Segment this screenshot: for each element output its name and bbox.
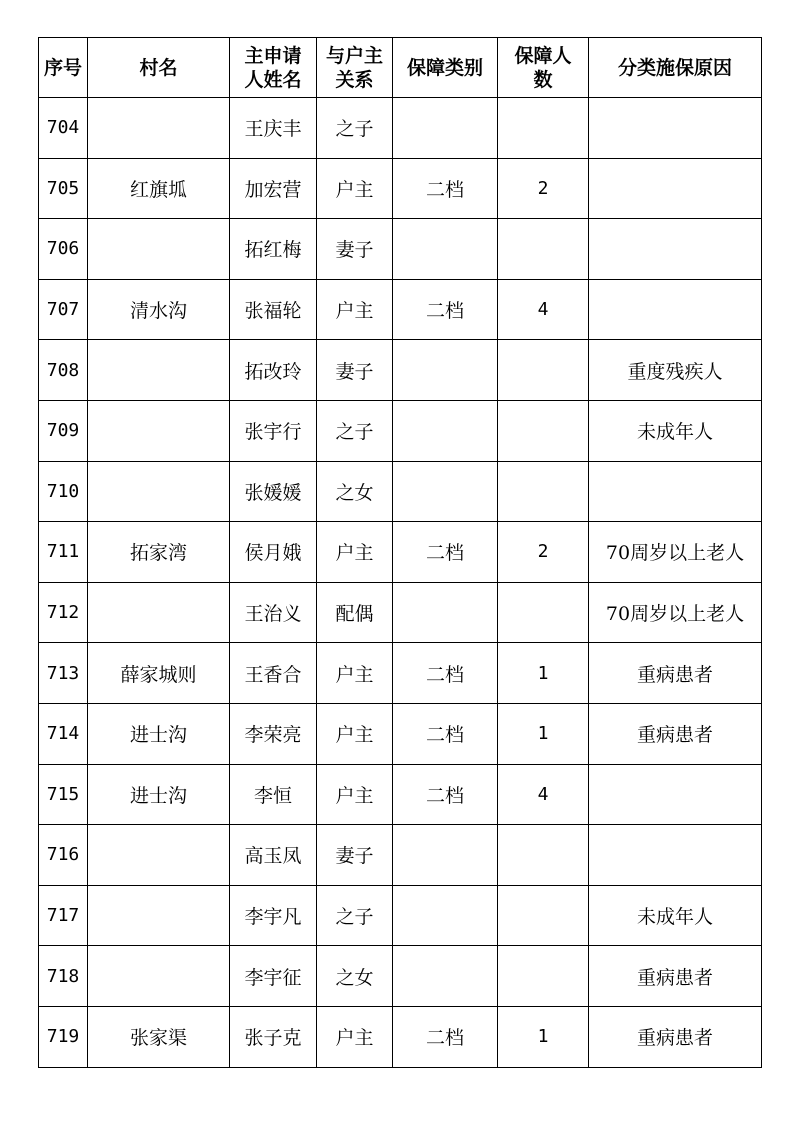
assistance-reason-cell: 重度残疾人 (589, 340, 762, 401)
header-village: 村名 (88, 38, 230, 98)
assistance-reason-cell: 70周岁以上老人 (589, 582, 762, 643)
applicant-name-cell: 王香合 (230, 643, 317, 704)
table-row (39, 825, 762, 886)
relation-to-head-cell: 之女 (317, 946, 393, 1007)
row-index-cell: 709 (39, 400, 88, 461)
assistance-category-cell (393, 400, 498, 461)
row-index-cell: 718 (39, 946, 88, 1007)
row-index-cell: 707 (39, 279, 88, 340)
table-row (39, 946, 762, 1007)
village-name-cell: 张家渠 (88, 1006, 230, 1067)
assistance-category-cell (393, 885, 498, 946)
covered-count-cell: 4 (498, 764, 589, 825)
village-name-cell: 进士沟 (88, 764, 230, 825)
village-name-cell: 进士沟 (88, 703, 230, 764)
header-index: 序号 (39, 38, 88, 98)
covered-count-cell (498, 219, 589, 280)
row-index-cell: 710 (39, 461, 88, 522)
assistance-reason-cell (589, 158, 762, 219)
village-name-cell (88, 340, 230, 401)
village-name-cell: 薛家城则 (88, 643, 230, 704)
header-count-label: 保障人数 (514, 44, 572, 91)
table-body (39, 98, 762, 1068)
relation-to-head-cell: 妻子 (317, 340, 393, 401)
assistance-category-cell: 二档 (393, 1006, 498, 1067)
relation-to-head-cell: 户主 (317, 643, 393, 704)
assistance-reason-cell (589, 98, 762, 159)
assistance-category-cell (393, 825, 498, 886)
assistance-category-cell: 二档 (393, 158, 498, 219)
table-row (39, 279, 762, 340)
assistance-reason-cell: 未成年人 (589, 885, 762, 946)
table-row (39, 461, 762, 522)
applicant-name-cell: 李恒 (230, 764, 317, 825)
covered-count-cell (498, 461, 589, 522)
row-index-cell: 706 (39, 219, 88, 280)
table-row (39, 643, 762, 704)
covered-count-cell (498, 582, 589, 643)
covered-count-cell (498, 885, 589, 946)
assistance-reason-cell (589, 825, 762, 886)
covered-count-cell: 2 (498, 158, 589, 219)
table-row (39, 522, 762, 583)
assistance-reason-cell: 70周岁以上老人 (589, 522, 762, 583)
relation-to-head-cell: 户主 (317, 1006, 393, 1067)
header-applicant (230, 38, 317, 98)
table-row (39, 764, 762, 825)
assistance-reason-cell: 重病患者 (589, 643, 762, 704)
table-row (39, 400, 762, 461)
header-row (39, 38, 762, 98)
assistance-category-cell (393, 946, 498, 1007)
assistance-category-cell (393, 340, 498, 401)
village-name-cell: 红旗坬 (88, 158, 230, 219)
assistance-category-cell: 二档 (393, 522, 498, 583)
table-row (39, 885, 762, 946)
header-relation-label: 与户主关系 (325, 44, 383, 91)
applicant-name-cell: 张媛媛 (230, 461, 317, 522)
row-index-cell: 716 (39, 825, 88, 886)
assistance-reason-cell (589, 461, 762, 522)
assistance-category-cell: 二档 (393, 643, 498, 704)
assistance-reason-cell (589, 219, 762, 280)
table-row (39, 98, 762, 159)
applicant-name-cell: 侯月娥 (230, 522, 317, 583)
covered-count-cell (498, 340, 589, 401)
covered-count-cell (498, 98, 589, 159)
table-row (39, 582, 762, 643)
applicant-name-cell: 张福轮 (230, 279, 317, 340)
applicant-name-cell: 王庆丰 (230, 98, 317, 159)
applicant-name-cell: 李荣亮 (230, 703, 317, 764)
assistance-category-cell: 二档 (393, 279, 498, 340)
applicant-name-cell: 拓红梅 (230, 219, 317, 280)
covered-count-cell (498, 946, 589, 1007)
covered-count-cell: 4 (498, 279, 589, 340)
table-row (39, 219, 762, 280)
row-index-cell: 719 (39, 1006, 88, 1067)
village-name-cell (88, 98, 230, 159)
relation-to-head-cell: 之子 (317, 400, 393, 461)
table-row (39, 158, 762, 219)
applicant-name-cell: 加宏营 (230, 158, 317, 219)
relation-to-head-cell: 之女 (317, 461, 393, 522)
village-name-cell (88, 946, 230, 1007)
row-index-cell: 712 (39, 582, 88, 643)
relation-to-head-cell: 之子 (317, 98, 393, 159)
header-category: 保障类别 (393, 38, 498, 98)
relation-to-head-cell: 妻子 (317, 825, 393, 886)
assistance-category-cell (393, 219, 498, 280)
village-name-cell (88, 582, 230, 643)
village-name-cell: 清水沟 (88, 279, 230, 340)
assistance-reason-cell: 重病患者 (589, 946, 762, 1007)
assistance-reason-cell: 未成年人 (589, 400, 762, 461)
covered-count-cell: 1 (498, 643, 589, 704)
relation-to-head-cell: 配偶 (317, 582, 393, 643)
table-row (39, 703, 762, 764)
row-index-cell: 708 (39, 340, 88, 401)
relation-to-head-cell: 户主 (317, 703, 393, 764)
village-name-cell (88, 825, 230, 886)
assistance-category-cell: 二档 (393, 764, 498, 825)
row-index-cell: 704 (39, 98, 88, 159)
assistance-roster-table (38, 37, 762, 1068)
village-name-cell: 拓家湾 (88, 522, 230, 583)
assistance-category-cell (393, 582, 498, 643)
applicant-name-cell: 王治义 (230, 582, 317, 643)
village-name-cell (88, 461, 230, 522)
row-index-cell: 713 (39, 643, 88, 704)
applicant-name-cell: 张宇行 (230, 400, 317, 461)
row-index-cell: 717 (39, 885, 88, 946)
village-name-cell (88, 885, 230, 946)
table-row (39, 340, 762, 401)
row-index-cell: 711 (39, 522, 88, 583)
assistance-reason-cell (589, 279, 762, 340)
covered-count-cell: 1 (498, 1006, 589, 1067)
row-index-cell: 715 (39, 764, 88, 825)
assistance-category-cell: 二档 (393, 703, 498, 764)
applicant-name-cell: 张子克 (230, 1006, 317, 1067)
applicant-name-cell: 李宇凡 (230, 885, 317, 946)
table-row (39, 1006, 762, 1067)
village-name-cell (88, 400, 230, 461)
relation-to-head-cell: 户主 (317, 158, 393, 219)
header-applicant-label: 主申请人姓名 (244, 44, 302, 91)
header-reason: 分类施保原因 (589, 38, 762, 98)
relation-to-head-cell: 之子 (317, 885, 393, 946)
assistance-reason-cell (589, 764, 762, 825)
row-index-cell: 714 (39, 703, 88, 764)
assistance-category-cell (393, 98, 498, 159)
relation-to-head-cell: 户主 (317, 522, 393, 583)
covered-count-cell: 2 (498, 522, 589, 583)
relation-to-head-cell: 妻子 (317, 219, 393, 280)
applicant-name-cell: 李宇征 (230, 946, 317, 1007)
village-name-cell (88, 219, 230, 280)
covered-count-cell: 1 (498, 703, 589, 764)
assistance-reason-cell: 重病患者 (589, 1006, 762, 1067)
assistance-category-cell (393, 461, 498, 522)
covered-count-cell (498, 825, 589, 886)
applicant-name-cell: 拓改玲 (230, 340, 317, 401)
header-relation (317, 38, 393, 98)
applicant-name-cell: 高玉凤 (230, 825, 317, 886)
assistance-reason-cell: 重病患者 (589, 703, 762, 764)
row-index-cell: 705 (39, 158, 88, 219)
relation-to-head-cell: 户主 (317, 764, 393, 825)
header-count (498, 38, 589, 98)
relation-to-head-cell: 户主 (317, 279, 393, 340)
covered-count-cell (498, 400, 589, 461)
